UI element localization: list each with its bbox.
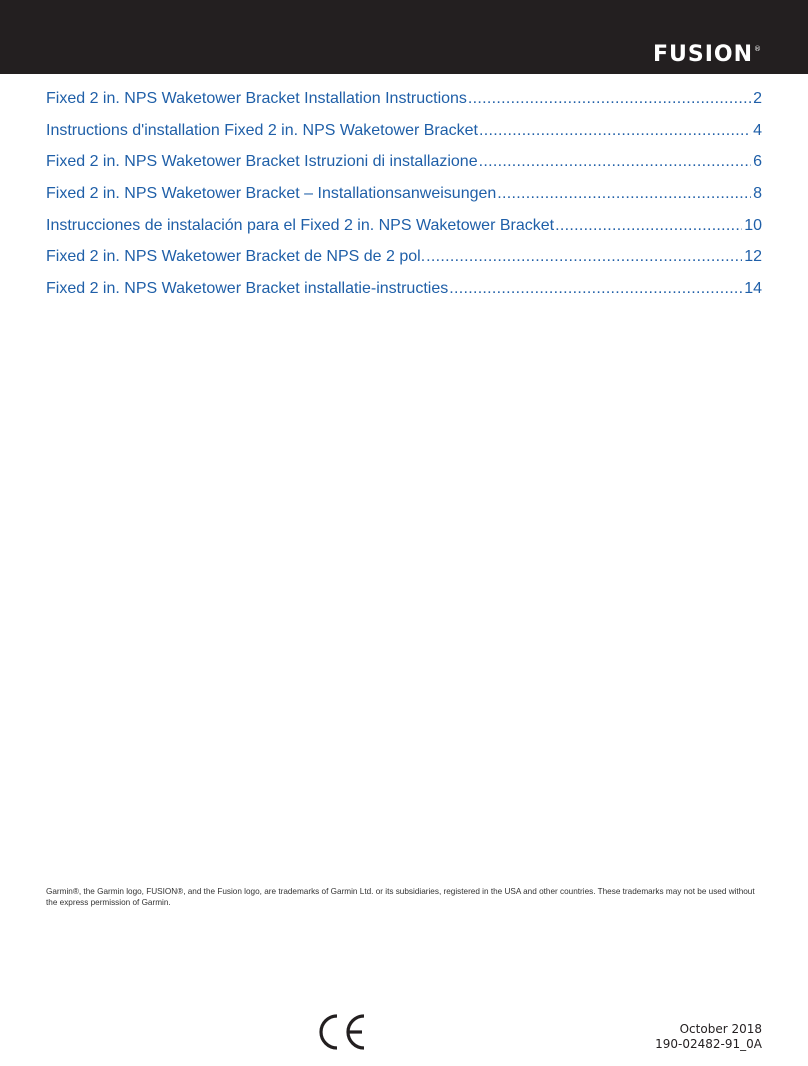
trademark-notice: Garmin®, the Garmin logo, FUSION®, and the Fusion logo, are trademarks of Garmin Ltd. or its subsidiaries, registered in the USA and other countries. These trademarks may not be used without the express permission of Garmin. [46, 887, 755, 908]
document-info [655, 1022, 762, 1052]
toc-entry[interactable] [46, 280, 762, 312]
logo-registered-mark: ® [754, 44, 762, 53]
toc-page-number[interactable]: 8 [753, 185, 762, 203]
toc-entry-title[interactable]: Instructions d'installation Fixed 2 in. NPS Waketower Bracket [46, 121, 478, 139]
toc-dot-leader [555, 217, 742, 235]
toc-entry[interactable] [46, 217, 762, 249]
toc-entry-title[interactable]: Fixed 2 in. NPS Waketower Bracket Installation Instructions [46, 90, 467, 107]
toc-page-number[interactable]: 4 [753, 121, 762, 139]
toc-entry[interactable] [46, 122, 762, 154]
toc-entry-title[interactable]: Instrucciones de instalación para el Fixed 2 in. NPS Waketower Bracket [46, 216, 555, 234]
toc-entry[interactable] [46, 248, 762, 280]
toc-page-number[interactable]: 6 [753, 153, 762, 171]
toc-entry[interactable] [46, 185, 762, 217]
toc-dot-leader [479, 122, 751, 140]
toc-entry-title[interactable]: Fixed 2 in. NPS Waketower Bracket installatie-instructies [46, 280, 449, 298]
toc-entry[interactable] [46, 153, 762, 185]
toc-page-number[interactable]: 14 [744, 280, 762, 298]
toc-dot-leader [449, 280, 742, 298]
publication-date: October 2018 [679, 1022, 762, 1036]
table-of-contents [46, 90, 762, 312]
toc-dot-leader [468, 90, 751, 108]
ce-mark-icon [318, 1013, 368, 1051]
toc-page-number[interactable]: 10 [744, 216, 762, 234]
toc-page-number[interactable]: 12 [744, 248, 762, 266]
toc-entry-title[interactable]: Fixed 2 in. NPS Waketower Bracket de NPS de 2 pol. [46, 248, 426, 266]
toc-entry-title[interactable]: Fixed 2 in. NPS Waketower Bracket Istruzioni di installazione [46, 153, 478, 171]
toc-dot-leader [426, 248, 742, 266]
header-bar [0, 0, 808, 74]
logo-text: FUSION [652, 42, 753, 67]
toc-dot-leader [479, 153, 752, 171]
toc-entry-title[interactable]: Fixed 2 in. NPS Waketower Bracket – Installationsanweisungen [46, 185, 497, 203]
toc-entry[interactable] [46, 90, 762, 122]
part-number: 190-02482-91_0A [655, 1037, 762, 1051]
fusion-logo [653, 44, 762, 66]
toc-page-number[interactable]: 2 [753, 90, 762, 107]
toc-dot-leader [497, 185, 751, 203]
